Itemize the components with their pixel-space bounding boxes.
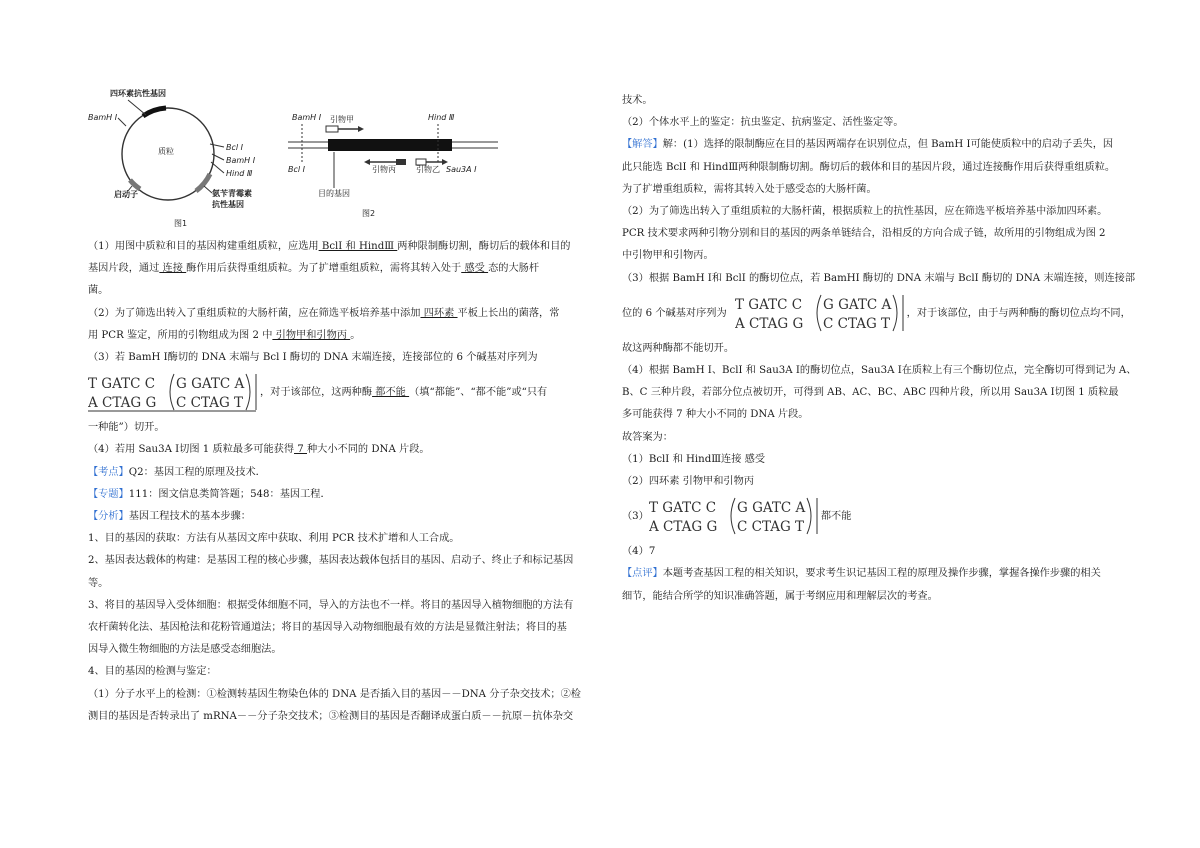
j2-line-3: 中引物甲和引物丙。 — [622, 250, 714, 262]
j3-line-1: （3）根据 BamH Ⅰ和 BclI 的酶切位点，若 BamHI 酶切的 DNA 末端与 BclI 酶切的 DNA 末端连接，则连接部 — [622, 272, 1136, 284]
right-column — [622, 90, 1137, 608]
q1-answer-3: 感受 — [461, 263, 489, 275]
answer-4: （4）7 — [622, 546, 656, 558]
q4-line: （4）若用 Sau3A Ⅰ切图 1 质粒最多可能获得 7 种大小不同的 DNA 片段。 — [88, 444, 430, 456]
analysis-3-line-1: 3、将目的基因导入受体细胞：根据受体细胞不同，导入的方法也不一样。将目的基因导入植物细胞的方法有 — [88, 599, 574, 611]
svg-text:C CTAG T: C CTAG T — [822, 315, 890, 332]
j2-line-1: （2）为了筛选出转入了重组质粒的大肠杆菌，根据质粒上的抗性基因，应在筛选平板培养基中添加四环素。 — [622, 206, 1108, 218]
fig2-site-sau3ai-label: Sau3A Ⅰ — [446, 165, 477, 174]
j3-sequence-figure — [735, 293, 907, 333]
analysis-2-line-2: 等。 — [88, 577, 109, 589]
q3-line-1: （3）若 BamH Ⅰ酶切的 DNA 末端与 Bcl Ⅰ 酶切的 DNA 末端连接，连接部位的 6 个碱基对序列为 — [88, 352, 538, 364]
jieda-line-3: 为了扩增重组质粒，需将其转入处于感受态的大肠杆菌。 — [622, 183, 877, 195]
j4-line-2: B、C 三种片段，若部分位点被切开，可得到 AB、AC、BC、ABC 四种片段，所以用 Sau3A Ⅰ切图 1 质粒最 — [622, 387, 1119, 399]
fig1-promoter-label: 启动子 — [114, 190, 138, 199]
fenxi-tag: 【分析】 — [88, 511, 129, 523]
q1-line-2: 基因片段，通过 连接 酶作用后获得重组质粒。为了扩增重组质粒，需将其转入处于 感受 态的大肠杆 — [88, 263, 540, 275]
fig2-site-bamhi-label: BamH Ⅰ — [292, 113, 322, 122]
j3-line-3: 故这两种酶都不能切开。 — [622, 342, 735, 354]
dianping-line-2: 细节，能结合所学的知识准确答题，属于考纲应用和理解层次的考查。 — [622, 590, 938, 602]
r-line-1: （2）个体水平上的鉴定：抗虫鉴定、抗病鉴定、活性鉴定等。 — [622, 117, 904, 129]
j3-line-2: 位的 6 个碱基对序列为 T GATC C A CTAG G G GATC A C CTAG T ，对于该部位，由于与两种酶的酶切位点均不同， — [622, 290, 1134, 338]
fig1-plasmid-label: 质粒 — [158, 147, 174, 156]
q2-answer-2: 引物甲和引物丙 — [272, 329, 351, 341]
fig2-primer-c-label: 引物丙 — [372, 165, 396, 174]
svg-text:T GATC C: T GATC C — [88, 376, 156, 393]
analysis-1: 1、目的基因的获取：方法有从基因文库中获取、利用 PCR 技术扩增和人工合成。 — [88, 533, 460, 545]
dianping-line-1: 【点评】本题考查基因工程的相关知识，要求考生识记基因工程的原理及操作步骤，掌握各操作步骤的相关 — [622, 568, 1101, 580]
analysis-2-line-1: 2、基因表达载体的构建：是基因工程的核心步骤，基因表达载体包括目的基因、启动子、终止子和标记基因 — [88, 555, 574, 567]
fig1-site-hindiii-label: Hind Ⅲ — [226, 169, 253, 178]
fig2-target-gene-label: 目的基因 — [318, 189, 350, 198]
q1-line-1: （1）用图中质粒和目的基因构建重组质粒，应选用 BclI 和 HindⅢ 两种限制酶切割，酶切后的载体和目的 — [88, 241, 571, 252]
figure-1-plasmid — [88, 88, 298, 238]
zhuanti-tag: 【专题】 — [88, 488, 129, 500]
fig1-site-bcli-label: Bcl Ⅰ — [226, 143, 244, 152]
q2-line-2: 用 PCR 鉴定，所用的引物组成为图 2 中 引物甲和引物丙 。 — [88, 329, 361, 341]
jieda-line-1: 【解答】解：(1）选择的限制酶应在目的基因两端存在识别位点，但 BamH Ⅰ可能使质粒中的启动子丢失，因 — [622, 139, 1114, 151]
svg-text:A CTAG G: A CTAG G — [734, 315, 803, 332]
fig1-site-bamhi2-label: BamH Ⅰ — [226, 156, 256, 165]
q2-answer-1: 四环素 — [420, 307, 458, 319]
fig1-tet-gene-label: 四环素抗性基因 — [110, 89, 166, 98]
kaodian-tag: 【考点】 — [88, 466, 129, 478]
analysis-3-line-3: 因导入微生物细胞的方法是感受态细胞法。 — [88, 644, 282, 656]
q1-answer-2: 连接 — [159, 263, 187, 275]
svg-text:T GATC C: T GATC C — [734, 296, 802, 313]
analysis-4-1-line-1: （1）分子水平上的检测：①检测转基因生物染色体的 DNA 是否插入目的基因－－DNA 分子杂交技术；②检 — [88, 688, 581, 700]
fig1-caption: 图1 — [174, 219, 188, 228]
q4-answer: 7 — [294, 444, 307, 456]
svg-text:C CTAG T: C CTAG T — [736, 519, 804, 536]
figure-2-target-gene — [288, 112, 528, 227]
jieda-line-2: 此只能选 BclI 和 HindⅢ两种限制酶切割。酶切后的载体和目的基因片段，通过连接酶作用后获得重组质粒。 — [622, 161, 1116, 173]
svg-text:G GATC A: G GATC A — [822, 296, 891, 313]
svg-text:A CTAG G: A CTAG G — [88, 395, 157, 412]
q1-answer-1: BclI 和 HindⅢ — [318, 241, 398, 252]
svg-text:A CTAG G: A CTAG G — [648, 519, 718, 536]
fig2-site-hindiii-label: Hind Ⅲ — [428, 113, 455, 122]
fig2-primer-a-label: 引物甲 — [330, 115, 354, 124]
fenxi: 【分析】基因工程技术的基本步骤： — [88, 511, 251, 523]
q3-line-3: 一种能”）切开。 — [88, 422, 165, 434]
fig2-site-bcli-label: Bcl Ⅰ — [288, 165, 306, 174]
left-column — [88, 0, 598, 728]
q2-line-1: （2）为了筛选出转入了重组质粒的大肠杆菌，应在筛选平板培养基中添加 四环素 平板上长出的菌落，常 — [88, 307, 560, 319]
fig1-amp-gene-label-2: 抗性基因 — [212, 200, 244, 209]
analysis-4-1-line-2: 测目的基因是否转录出了 mRNA－－分子杂交技术；③检测目的基因是否翻译成蛋白质－－抗原－抗体杂交 — [88, 710, 574, 722]
q3-answer: 都不能 — [372, 387, 410, 399]
fig2-caption: 图2 — [362, 209, 376, 218]
q3-line-2: T GATC C A CTAG G G GATC A C CTAG T ，对于该部位，这两种酶 都不能 （填“都能”、“都不能”或“只有 — [88, 369, 598, 417]
j4-line-1: （4）根据 BamH Ⅰ、BclI 和 Sau3A Ⅰ的酶切位点，Sau3A Ⅰ在质粒上有三个酶切位点，完全酶切可得到记为 A、 — [622, 365, 1137, 377]
answer-1: （1）BclI 和 HindⅢ连接 感受 — [622, 453, 766, 465]
j2-line-2: PCR 技术要求两种引物分别和目的基因的两条单链结合，沿相反的方向合成子链，故所用的引物组成为图 2 — [622, 228, 1106, 240]
fig1-amp-gene-label-1: 氨苄青霉素 — [212, 189, 252, 198]
svg-text:C CTAG T: C CTAG T — [176, 395, 244, 412]
q1-line-3: 菌。 — [88, 285, 109, 297]
fig2-primer-b-label: 引物乙 — [416, 165, 440, 174]
kaodian: 【考点】Q2：基因工程的原理及技术． — [88, 466, 266, 478]
j4-line-3: 多可能获得 7 种大小不同的 DNA 片段。 — [622, 409, 809, 421]
q3-sequence-figure — [88, 372, 260, 412]
r-line-0: 技术。 — [622, 95, 653, 106]
answer-3: （3） T GATC C A CTAG G G GATC A C CTAG T 都不能 — [622, 493, 1134, 541]
answer-heading: 故答案为： — [622, 431, 673, 443]
svg-text:G GATC A: G GATC A — [736, 500, 806, 517]
svg-text:T GATC C: T GATC C — [648, 500, 716, 517]
analysis-3-line-2: 农杆菌转化法、基因枪法和花粉管通道法；将目的基因导入动物细胞最有效的方法是显微注射法；将目的基 — [88, 622, 567, 634]
figures — [88, 0, 598, 236]
fig1-site-bamhi-label: BamH Ⅰ — [88, 113, 118, 122]
answer-3-sequence-figure — [649, 496, 821, 536]
svg-text:G GATC A: G GATC A — [176, 376, 245, 393]
analysis-4: 4、目的基因的检测与鉴定： — [88, 666, 217, 678]
zhuanti: 【专题】111：图文信息类简答题；548：基因工程． — [88, 488, 331, 500]
jieda-tag: 【解答】 — [622, 139, 663, 151]
answer-2: （2）四环素 引物甲和引物丙 — [622, 476, 754, 488]
dianping-tag: 【点评】 — [622, 568, 663, 580]
